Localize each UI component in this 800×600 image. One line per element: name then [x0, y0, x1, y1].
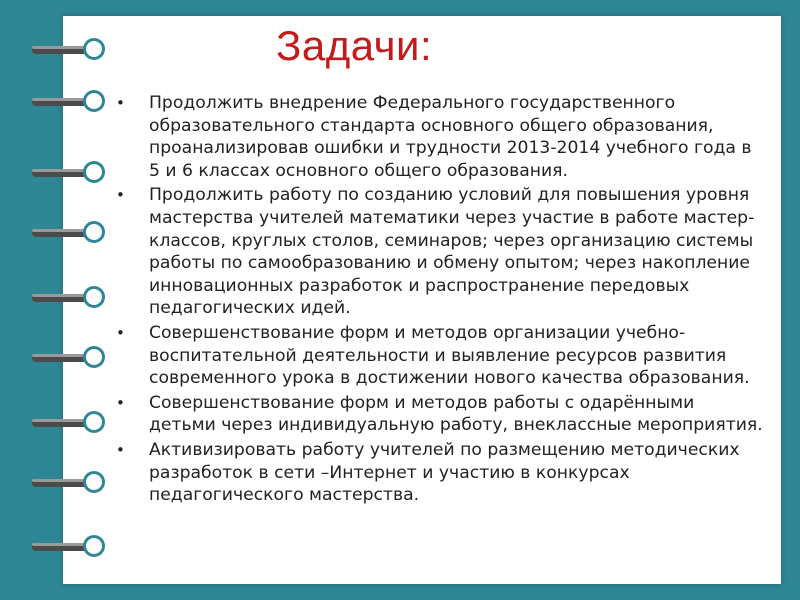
spiral-ring-icon — [30, 37, 106, 61]
bullet-icon: • — [116, 393, 125, 412]
bullet-icon: • — [116, 186, 125, 205]
list-item — [116, 392, 766, 437]
spiral-ring-icon — [30, 410, 106, 434]
list-item — [116, 439, 766, 507]
spiral-ring-icon — [30, 89, 106, 113]
list-item — [116, 322, 766, 390]
slide-title: Задачи: — [276, 22, 433, 69]
spiral-ring-icon — [30, 345, 106, 369]
bullet-icon: • — [116, 440, 125, 459]
list-item-text: Совершенствование форм и методов работы с одарёнными детьми через индивидуальную работу, внеклассные мероприятия. — [149, 392, 763, 436]
bullet-icon: • — [116, 323, 125, 342]
list-item-text: Совершенствование форм и методов организации учебно-воспитательной деятельности и выявление ресурсов развития современного урока в достижении нового качества образования. — [149, 322, 750, 389]
list-item-text: Продолжить внедрение Федерального государственного образовательного стандарта основного общего образования, проанализировав ошибки и трудности 2013-2014 учебного года в 5 и 6 классах основного общего образования. — [149, 93, 752, 181]
list-item-text: Активизировать работу учителей по размещению методических разработок в сети –Интернет и участию в конкурсах педагогического мастерства. — [149, 439, 740, 506]
spiral-binding — [30, 0, 110, 600]
spiral-ring-icon — [30, 285, 106, 309]
spiral-ring-icon — [30, 534, 106, 558]
task-list — [116, 92, 766, 509]
list-item — [116, 92, 766, 182]
spiral-ring-icon — [30, 470, 106, 494]
list-item-text: Продолжить работу по созданию условий для повышения уровня мастерства учителей математики через участие в работе мастер-классов, круглых столов, семинаров; через организацию системы работы по самообразованию и обмену опытом; через накопление инновационных разработок и распространение передовых педагогических идей. — [149, 185, 755, 319]
bullet-icon: • — [116, 94, 125, 112]
spiral-ring-icon — [30, 220, 106, 244]
list-item — [116, 184, 766, 320]
spiral-ring-icon — [30, 160, 106, 184]
